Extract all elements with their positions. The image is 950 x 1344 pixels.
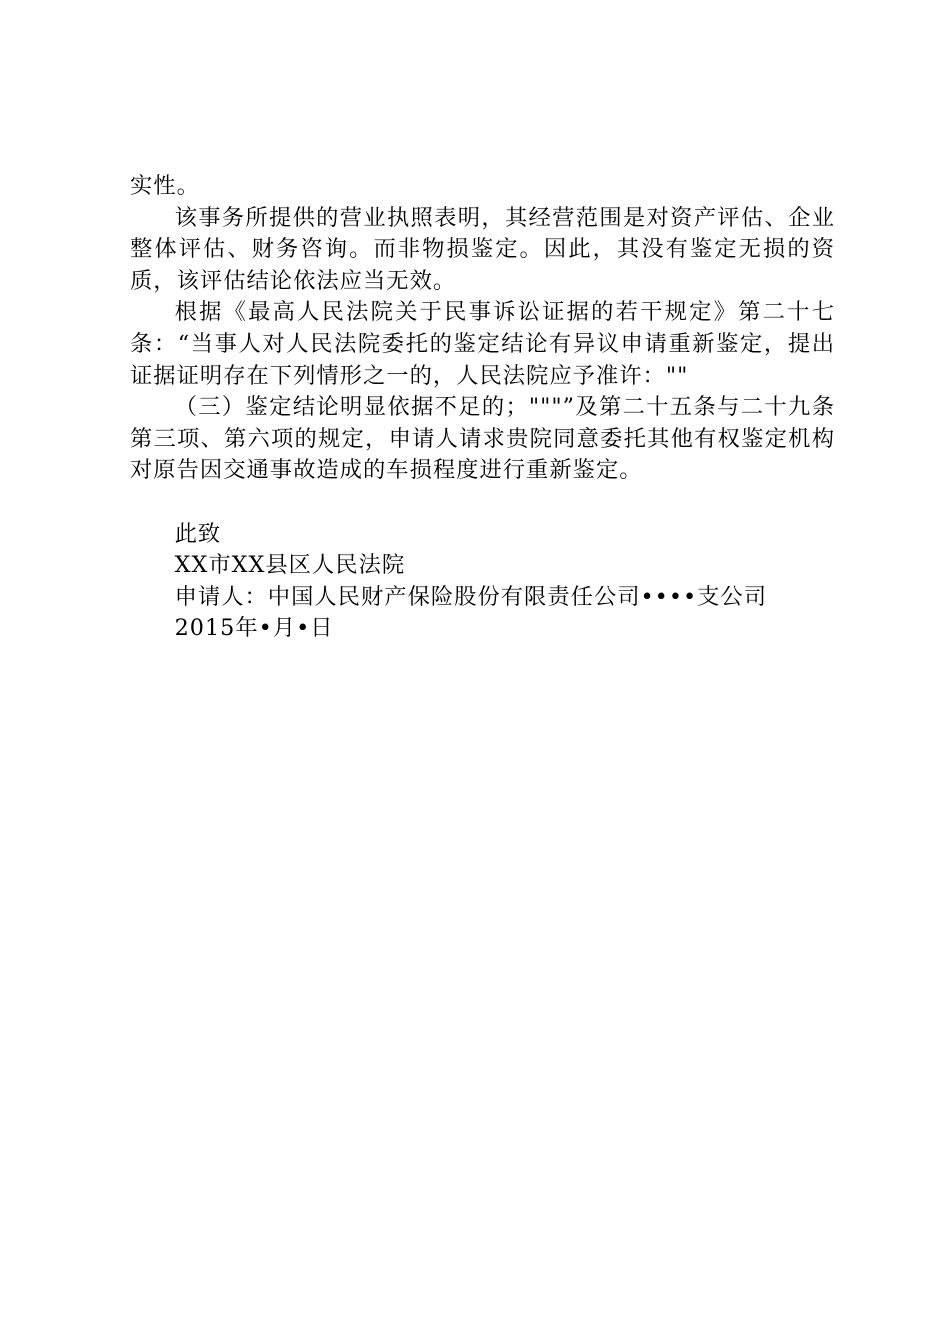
closing-date: 2015年•月•日 <box>174 615 334 642</box>
document-body <box>130 171 835 645</box>
closing-applicant: 申请人：中国人民财产保险股份有限责任公司••••支公司 <box>174 583 768 610</box>
closing-recipient: XX市XX县区人民法院 <box>174 552 406 579</box>
paragraph-continuation: 实性。 <box>130 173 200 199</box>
closing-salutation: 此致 <box>174 520 222 547</box>
paragraph-business-scope: 该事务所提供的营业执照表明，其经营范围是对资产评估、企业整体评估、财务咨询。而非物损鉴定。因此，其没有鉴定无损的资质，该评估结论依法应当无效。 <box>130 204 835 294</box>
paragraph-request: （三）鉴定结论明显依据不足的；"""”及第二十五条与二十九条第三项、第六项的规定，申请人请求贵院同意委托其他有权鉴定机构对原告因交通事故造成的车损程度进行重新鉴定。 <box>130 394 835 484</box>
paragraph-legal-basis: 根据《最高人民法院关于民事诉讼证据的若干规定》第二十七条：“当事人对人民法院委托的鉴定结论有异议申请重新鉴定，提出证据证明存在下列情形之一的，人民法院应予准许："" <box>130 299 835 389</box>
paragraph-gap <box>130 487 835 519</box>
